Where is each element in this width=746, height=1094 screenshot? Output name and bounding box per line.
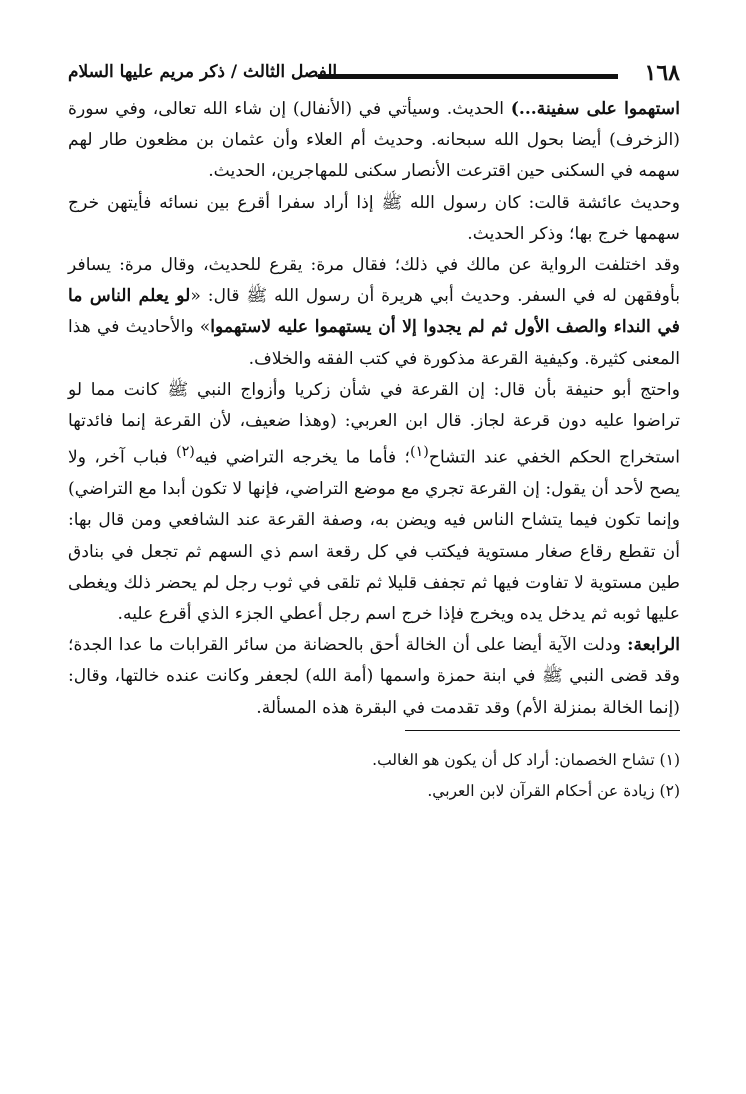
paragraph-text: ؛ فأما ما يخرجه التراضي فيه	[194, 447, 410, 468]
paragraph	[68, 250, 680, 375]
paragraph	[68, 375, 680, 630]
footnote-ref: (٢)	[176, 444, 195, 461]
paragraph	[68, 188, 680, 250]
bold-hadith-text: لو يعلم الناس ما في النداء والصف الأول ثم لم يجدوا إلا أن يستهموا عليه لاستهموا	[68, 286, 680, 338]
body-text	[68, 94, 680, 724]
paragraph-text: فباب آخر، ولا يصح لأحد أن يقول: إن القرعة تجري مع موضع التراضي، فإنها لا تكون أبدا مع التراضي) وإنما تكون فيما يتشاح الناس فيه ويضن به، وصفة القرعة عند الشافعي ومن قال بها: أن تقطع رقاع صغار مستوية فيكتب في كل رقعة اسم ذي السهم ثم تجعل في بنادق طين مستوية لا تفاوت فيها ثم تجفف قليلا ثم تلقى في ثوب رجل لم يحضر ذلك ويغطى عليها ثوبه ثم يدخل يده ويخرج فإذا خرج اسم رجل أعطي الجزء الذي أقرع عليه.	[68, 447, 680, 624]
section-label: الرابعة:	[627, 635, 680, 656]
page-header	[68, 56, 680, 92]
footnote: (١) تشاح الخصمان: أراد كل أن يكون هو الغالب.	[372, 751, 680, 770]
paragraph	[68, 94, 680, 188]
footnotes	[68, 745, 680, 807]
paragraph-text: وقد اختلفت الرواية عن مالك في ذلك؛ فقال مرة: يقرع للحديث، وقال مرة: يسافر بأوفقهن له في السفر. وحديث أبي هريرة أن رسول الله ﷺ قال: «	[68, 255, 680, 307]
paragraph-text: واحتج أبو حنيفة بأن قال: إن القرعة في شأن زكريا وأزواج النبي ﷺ كانت مما لو تراضوا عليه دون قرعة لجاز. قال ابن العربي: (وهذا ضعيف، لأن القرعة إنما فائدتها استخراج الحكم الخفي عند التشاح	[68, 379, 680, 468]
bold-text: استهموا على سفينة...)	[510, 99, 680, 119]
running-title: الفصل الثالث / ذكر مريم عليها السلام	[68, 62, 338, 82]
header-rule	[318, 74, 618, 79]
paragraph-text: » والأحاديث في هذا المعنى كثيرة. وكيفية القرعة مذكورة في كتب الفقه والخلاف.	[68, 317, 680, 369]
footnote-ref: (١)	[409, 444, 429, 461]
footnote: (٢) زيادة عن أحكام القرآن لابن العربي.	[427, 782, 680, 801]
paragraph-text: وحديث عائشة قالت: كان رسول الله ﷺ إذا أراد سفرا أقرع بين نسائه فأيتهن خرج سهمها خرج بها؛ وذكر الحديث.	[68, 192, 680, 244]
paragraph	[68, 630, 680, 724]
footnote-rule	[405, 730, 680, 732]
paragraph-text: الحديث. وسيأتي في (الأنفال) إن شاء الله تعالى، وفي سورة (الزخرف) أيضا بحول الله سبحانه. وحديث أم العلاء وأن عثمان بن مظعون طار لهم سهمه في السكنى حين اقترعت الأنصار سكنى للمهاجرين، الحديث.	[68, 99, 680, 182]
page-number: ١٦٨	[644, 60, 680, 86]
paragraph-text: ودلت الآية أيضا على أن الخالة أحق بالحضانة من سائر القرابات ما عدا الجدة؛ وقد قضى النبي ﷺ في ابنة حمزة واسمها (أمة الله) لجعفر وكانت عنده خالتها، وقال: (إنما الخالة بمنزلة الأم) وقد تقدمت في البقرة هذه المسألة.	[68, 635, 680, 718]
book-page	[68, 56, 680, 1056]
